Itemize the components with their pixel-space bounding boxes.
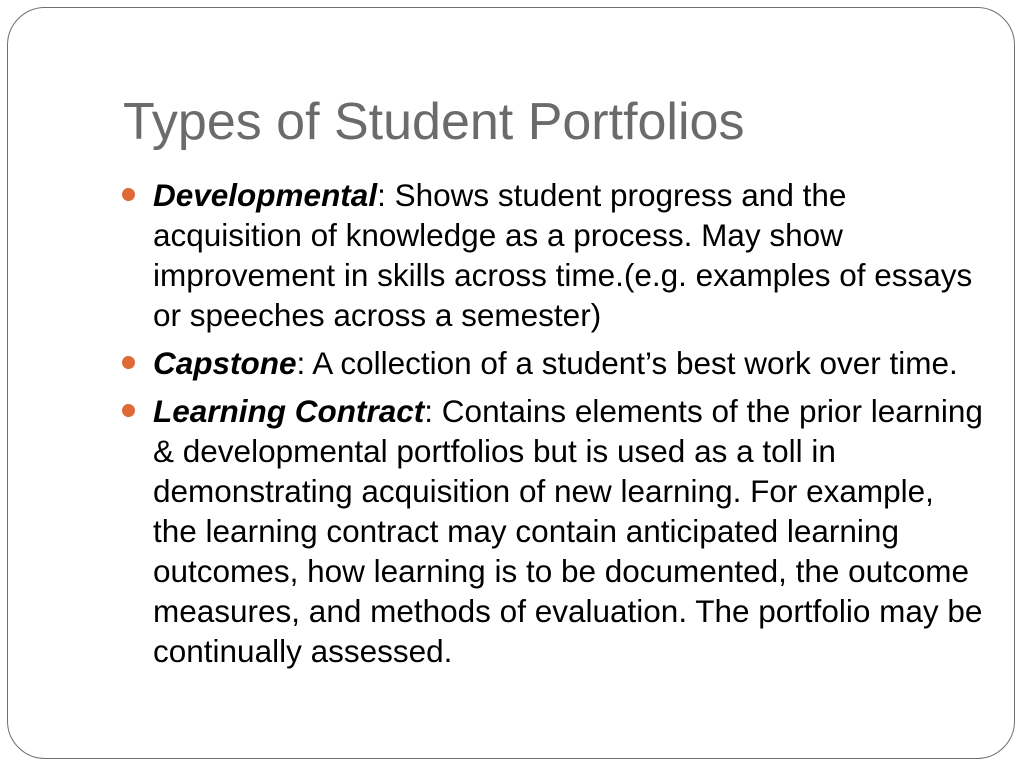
bullet-text: Contains elements of the prior learning & developmental portfolios but is used as a toll in demonstrating acquisition of new learning. For example, the learning contract may contain anticipated learning outcomes, how learning is to be documented, the outcome measures, and methods of evaluation. The portfolio may be continually assessed.	[153, 393, 983, 669]
slide-title: Types of Student Portfolios	[123, 93, 745, 151]
bullet-dot-icon	[122, 404, 135, 417]
bullet-separator: :	[296, 345, 306, 381]
bullet-separator: :	[377, 177, 386, 213]
bullet-term: Learning Contract	[153, 393, 425, 429]
bullet-dot-icon	[122, 356, 135, 369]
bullet-term: Developmental	[153, 177, 378, 213]
bullet-separator: :	[424, 393, 434, 429]
slide-frame	[7, 7, 1015, 759]
bullet-item-capstone	[153, 343, 983, 383]
bullet-text: A collection of a student’s best work over time.	[305, 345, 958, 381]
bullet-dot-icon	[122, 188, 135, 201]
bullet-item-developmental	[153, 175, 983, 335]
bullet-text: Shows student progress and the acquisition of knowledge as a process. May show improvement in skills across time.(e.g. examples of essays or speeches across a semester)	[153, 177, 973, 333]
bullet-item-learning-contract	[153, 391, 983, 671]
bullet-term: Capstone	[153, 345, 297, 381]
bullet-list	[153, 175, 983, 679]
